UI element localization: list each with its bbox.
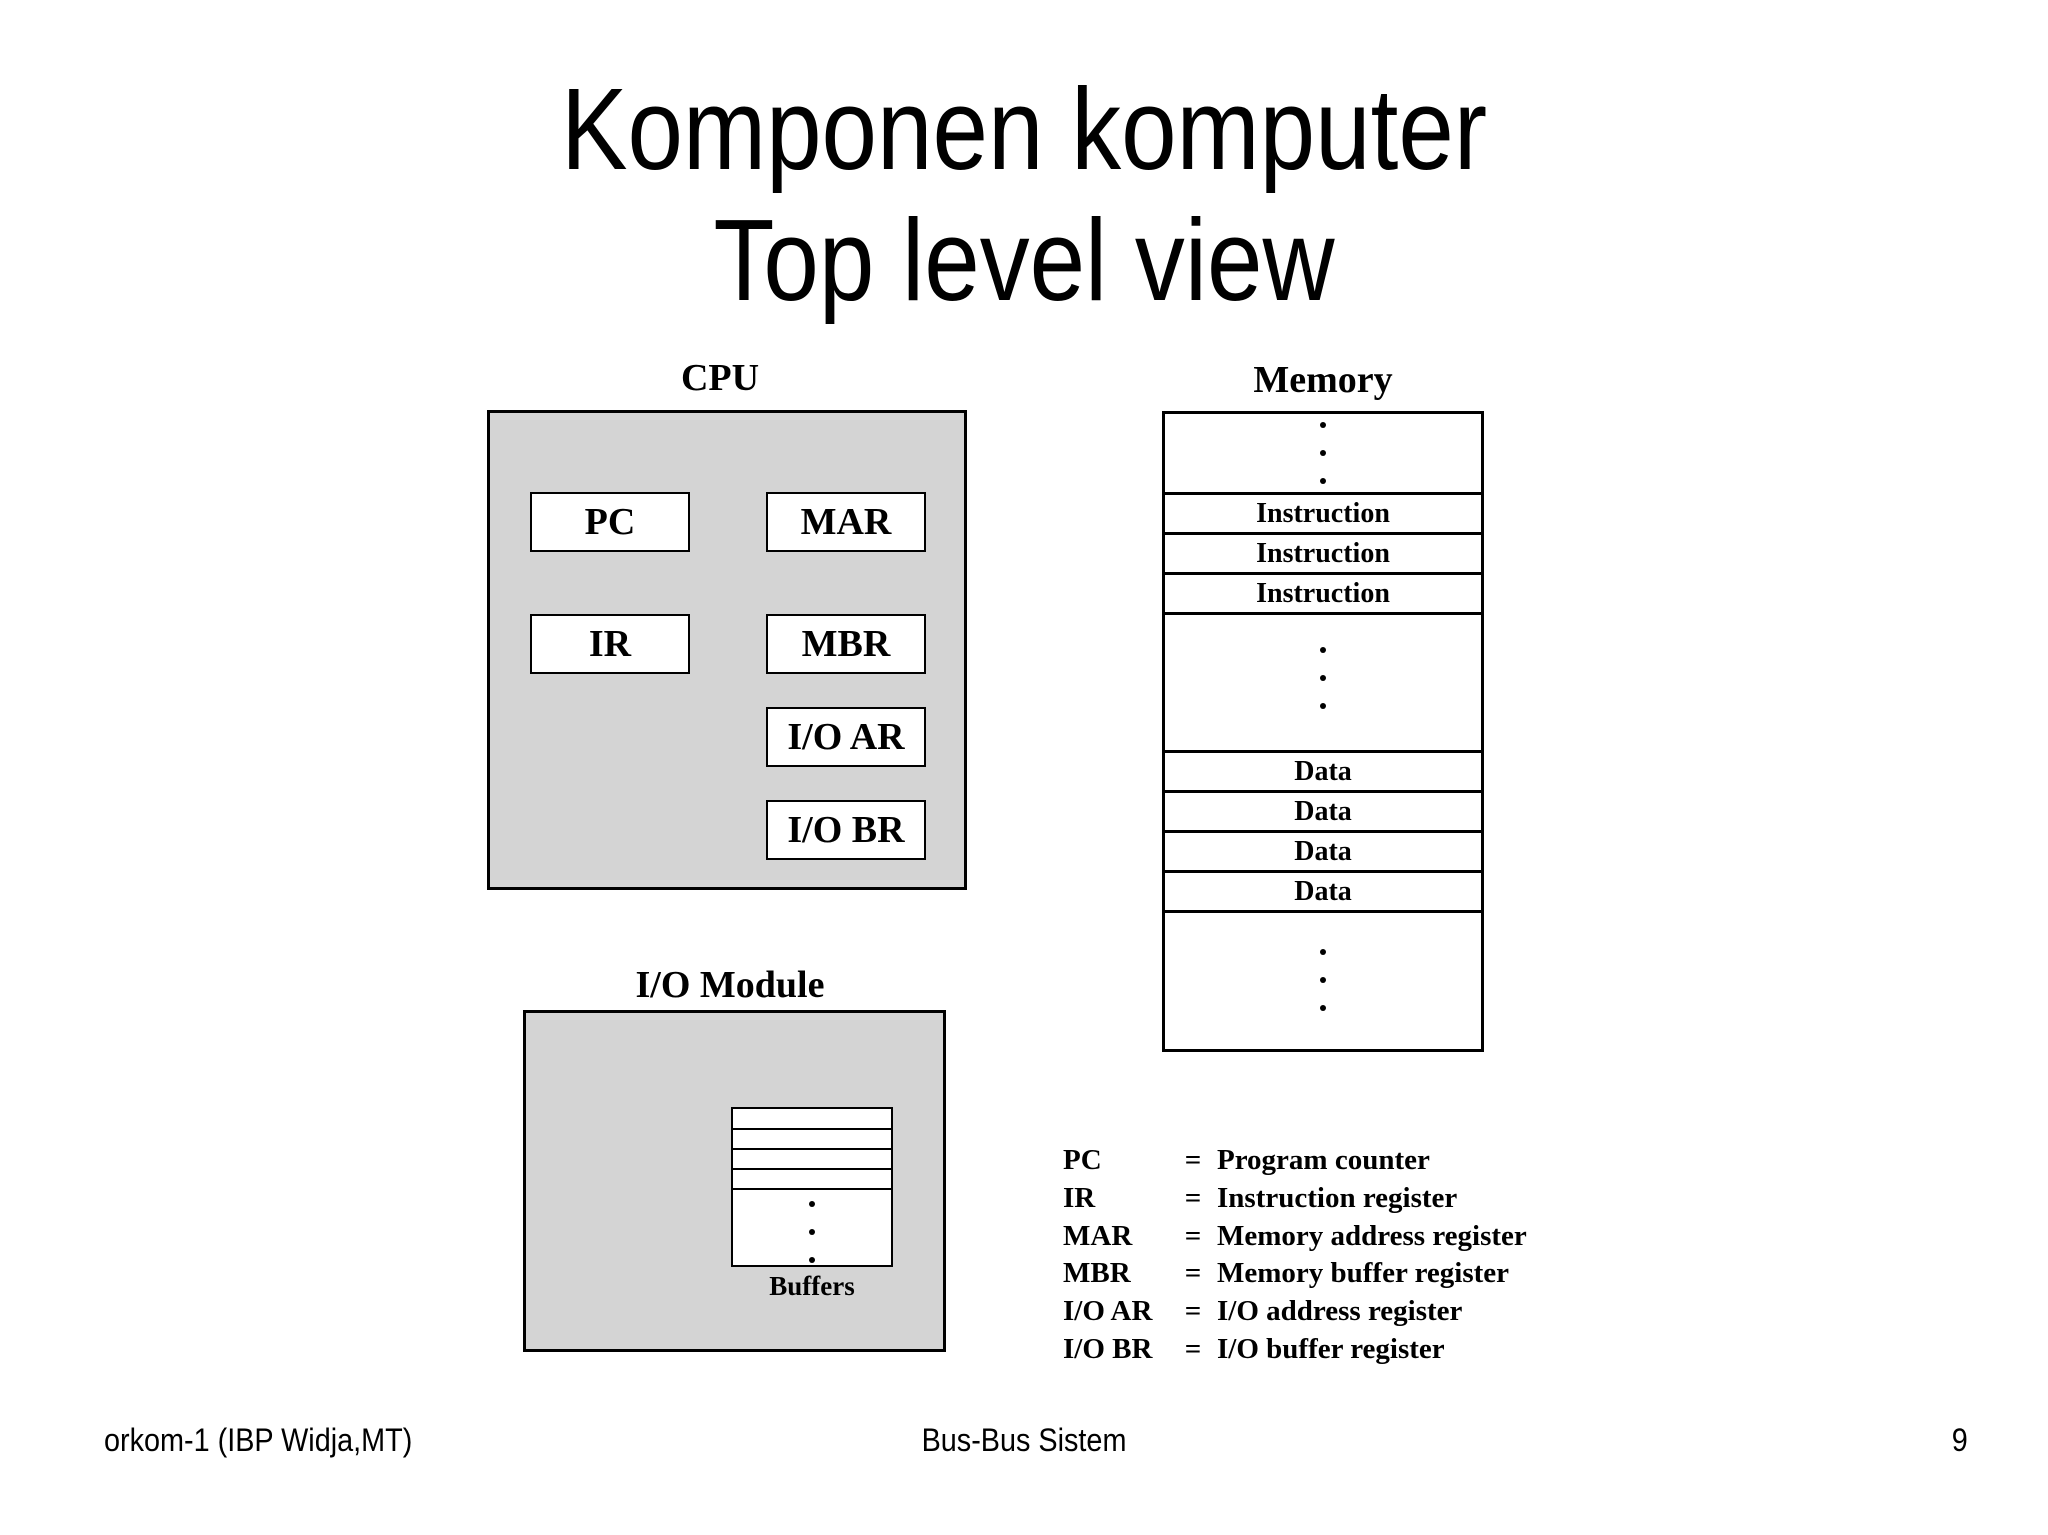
slide-title-line-2: Top level view bbox=[713, 195, 1335, 325]
ellipsis-dots bbox=[733, 1201, 891, 1263]
memory-data-cell: Data bbox=[1165, 870, 1481, 910]
ellipsis-dots bbox=[1165, 647, 1481, 709]
legend-row bbox=[1063, 1293, 1527, 1331]
legend-abbr: MBR bbox=[1063, 1257, 1131, 1290]
page-number: 9 bbox=[1951, 1422, 1968, 1458]
legend-equals: = bbox=[1184, 1332, 1202, 1365]
footer-author: orkom-1 (IBP Widja,MT) bbox=[104, 1422, 413, 1458]
footer-topic: Bus-Bus Sistem bbox=[921, 1422, 1127, 1458]
legend-row bbox=[1063, 1255, 1527, 1293]
legend-row bbox=[1063, 1180, 1527, 1218]
legend-abbr: MAR bbox=[1063, 1219, 1133, 1252]
memory-label: Memory bbox=[1253, 359, 1393, 401]
buffers-stack bbox=[731, 1107, 893, 1267]
legend-abbr: IR bbox=[1063, 1181, 1096, 1214]
legend-equals: = bbox=[1184, 1144, 1202, 1176]
cpu-label: CPU bbox=[680, 357, 760, 399]
legend bbox=[1063, 1142, 1527, 1369]
memory-data-cell: Data bbox=[1165, 830, 1481, 870]
memory-instruction-cell: Instruction bbox=[1165, 532, 1481, 572]
legend-row bbox=[1063, 1331, 1527, 1369]
mbr-register: MBR bbox=[766, 614, 926, 674]
ir-register: IR bbox=[530, 614, 690, 674]
legend-desc: Memory address register bbox=[1217, 1219, 1527, 1252]
legend-desc: Program counter bbox=[1217, 1144, 1430, 1176]
legend-desc: I/O buffer register bbox=[1217, 1332, 1445, 1365]
memory-instruction-cell: Instruction bbox=[1165, 492, 1481, 532]
pc-register: PC bbox=[530, 492, 690, 552]
memory-box bbox=[1162, 411, 1484, 1052]
buffers-label: Buffers bbox=[769, 1271, 855, 1301]
legend-equals: = bbox=[1184, 1181, 1202, 1214]
legend-desc: I/O address register bbox=[1217, 1295, 1463, 1328]
io-ar-register: I/O AR bbox=[766, 707, 926, 767]
legend-abbr: PC bbox=[1063, 1144, 1102, 1176]
legend-row bbox=[1063, 1218, 1527, 1256]
memory-data-cell: Data bbox=[1165, 790, 1481, 830]
memory-data-cell: Data bbox=[1165, 750, 1481, 790]
legend-row bbox=[1063, 1142, 1527, 1180]
legend-equals: = bbox=[1184, 1219, 1202, 1252]
cpu-box bbox=[487, 410, 967, 890]
io-module-label: I/O Module bbox=[635, 964, 825, 1006]
mar-register: MAR bbox=[766, 492, 926, 552]
legend-desc: Instruction register bbox=[1217, 1181, 1458, 1214]
memory-instruction-cell: Instruction bbox=[1165, 572, 1481, 612]
ellipsis-dots bbox=[1165, 949, 1481, 1011]
slide-title-line-1: Komponen komputer bbox=[560, 64, 1488, 194]
io-br-register: I/O BR bbox=[766, 800, 926, 860]
legend-abbr: I/O AR bbox=[1063, 1295, 1153, 1328]
legend-equals: = bbox=[1184, 1295, 1202, 1328]
legend-abbr: I/O BR bbox=[1063, 1332, 1153, 1365]
ellipsis-dots bbox=[1165, 422, 1481, 484]
legend-equals: = bbox=[1184, 1257, 1202, 1290]
legend-desc: Memory buffer register bbox=[1217, 1257, 1510, 1290]
